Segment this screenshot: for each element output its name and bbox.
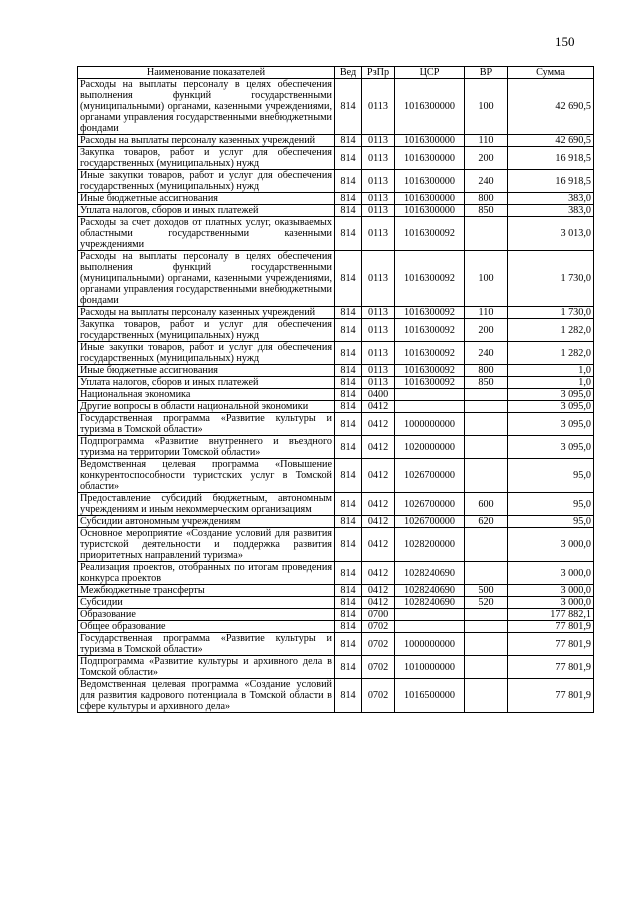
cell-ved: 814 — [335, 679, 362, 713]
cell-rzpr: 0412 — [362, 413, 395, 436]
cell-vr — [465, 436, 508, 459]
cell-vr — [465, 562, 508, 585]
cell-vr: 240 — [465, 170, 508, 193]
cell-vr — [465, 528, 508, 562]
cell-vr: 110 — [465, 135, 508, 147]
cell-rzpr: 0113 — [362, 319, 395, 342]
cell-rzpr: 0113 — [362, 193, 395, 205]
cell-rzpr: 0400 — [362, 389, 395, 401]
cell-csr: 1016300092 — [395, 217, 465, 251]
cell-ved: 814 — [335, 319, 362, 342]
cell-csr: 1016500000 — [395, 679, 465, 713]
page-number: 150 — [555, 34, 575, 49]
table-row — [78, 585, 594, 597]
header-name: Наименование показателей — [78, 67, 335, 79]
cell-csr: 1028240690 — [395, 562, 465, 585]
header-ved: Вед — [335, 67, 362, 79]
cell-csr: 1028200000 — [395, 528, 465, 562]
cell-csr — [395, 389, 465, 401]
cell-rzpr: 0113 — [362, 147, 395, 170]
cell-rzpr: 0412 — [362, 436, 395, 459]
cell-csr: 1000000000 — [395, 633, 465, 656]
cell-rzpr: 0702 — [362, 679, 395, 713]
cell-sum: 3 000,0 — [508, 528, 594, 562]
cell-sum: 16 918,5 — [508, 147, 594, 170]
cell-name: Расходы на выплаты персоналу казенных учреждений — [78, 135, 335, 147]
cell-name: Другие вопросы в области национальной экономики — [78, 401, 335, 413]
cell-sum: 77 801,9 — [508, 656, 594, 679]
cell-rzpr: 0702 — [362, 621, 395, 633]
cell-csr: 1016300092 — [395, 365, 465, 377]
cell-rzpr: 0113 — [362, 251, 395, 307]
cell-ved: 814 — [335, 656, 362, 679]
cell-name: Уплата налогов, сборов и иных платежей — [78, 205, 335, 217]
cell-ved: 814 — [335, 597, 362, 609]
cell-vr: 620 — [465, 516, 508, 528]
cell-name: Иные бюджетные ассигнования — [78, 365, 335, 377]
cell-ved: 814 — [335, 342, 362, 365]
cell-rzpr: 0412 — [362, 528, 395, 562]
cell-name: Основное мероприятие «Создание условий для развития туристской деятельности и поддержка развития приоритетных направлений туризма» — [78, 528, 335, 562]
cell-sum: 383,0 — [508, 205, 594, 217]
cell-rzpr: 0702 — [362, 633, 395, 656]
cell-csr: 1020000000 — [395, 436, 465, 459]
cell-vr — [465, 609, 508, 621]
cell-ved: 814 — [335, 528, 362, 562]
cell-vr: 240 — [465, 342, 508, 365]
table-row — [78, 365, 594, 377]
cell-vr: 200 — [465, 147, 508, 170]
header-rzpr: РзПр — [362, 67, 395, 79]
cell-sum: 3 000,0 — [508, 585, 594, 597]
cell-rzpr: 0702 — [362, 656, 395, 679]
cell-csr: 1028240690 — [395, 597, 465, 609]
cell-name: Межбюджетные трансферты — [78, 585, 335, 597]
table-row — [78, 633, 594, 656]
cell-vr: 850 — [465, 377, 508, 389]
cell-sum: 42 690,5 — [508, 79, 594, 135]
cell-rzpr: 0113 — [362, 79, 395, 135]
cell-csr: 1026700000 — [395, 516, 465, 528]
cell-vr — [465, 679, 508, 713]
cell-ved: 814 — [335, 135, 362, 147]
cell-ved: 814 — [335, 562, 362, 585]
cell-vr: 200 — [465, 319, 508, 342]
cell-rzpr: 0113 — [362, 377, 395, 389]
cell-name: Государственная программа «Развитие культуры и туризма в Томской области» — [78, 413, 335, 436]
cell-name: Закупка товаров, работ и услуг для обеспечения государственных (муниципальных) нужд — [78, 147, 335, 170]
cell-sum: 3 095,0 — [508, 413, 594, 436]
cell-sum: 3 095,0 — [508, 436, 594, 459]
table-row — [78, 319, 594, 342]
cell-vr — [465, 656, 508, 679]
cell-sum: 3 095,0 — [508, 389, 594, 401]
cell-vr: 800 — [465, 193, 508, 205]
cell-ved: 814 — [335, 609, 362, 621]
table-row — [78, 516, 594, 528]
cell-sum: 3 095,0 — [508, 401, 594, 413]
cell-rzpr: 0412 — [362, 585, 395, 597]
table-row — [78, 205, 594, 217]
table-row — [78, 193, 594, 205]
cell-vr: 520 — [465, 597, 508, 609]
cell-name: Расходы на выплаты персоналу в целях обеспечения выполнения функций государственными (муниципальными) органами, казенными учреждениями, органами управления государственными внебюджетными фондами — [78, 79, 335, 135]
cell-csr: 1016300000 — [395, 193, 465, 205]
cell-csr: 1016300092 — [395, 342, 465, 365]
cell-ved: 814 — [335, 205, 362, 217]
cell-sum: 3 013,0 — [508, 217, 594, 251]
cell-name: Государственная программа «Развитие культуры и туризма в Томской области» — [78, 633, 335, 656]
cell-csr: 1010000000 — [395, 656, 465, 679]
cell-rzpr: 0113 — [362, 135, 395, 147]
cell-ved: 814 — [335, 377, 362, 389]
cell-vr: 110 — [465, 307, 508, 319]
cell-rzpr: 0113 — [362, 307, 395, 319]
cell-sum: 77 801,9 — [508, 633, 594, 656]
cell-sum: 1 730,0 — [508, 251, 594, 307]
cell-csr — [395, 621, 465, 633]
header-csr: ЦСР — [395, 67, 465, 79]
cell-vr — [465, 633, 508, 656]
cell-name: Иные бюджетные ассигнования — [78, 193, 335, 205]
cell-ved: 814 — [335, 365, 362, 377]
cell-name: Расходы на выплаты персоналу казенных учреждений — [78, 307, 335, 319]
cell-ved: 814 — [335, 436, 362, 459]
cell-sum: 77 801,9 — [508, 679, 594, 713]
cell-rzpr: 0412 — [362, 493, 395, 516]
budget-table — [77, 66, 594, 713]
cell-name: Расходы за счет доходов от платных услуг, оказываемых областными государственными казенными учреждениями — [78, 217, 335, 251]
cell-sum: 3 000,0 — [508, 597, 594, 609]
table-row — [78, 401, 594, 413]
cell-rzpr: 0113 — [362, 217, 395, 251]
cell-name: Образование — [78, 609, 335, 621]
cell-vr — [465, 389, 508, 401]
cell-vr: 100 — [465, 251, 508, 307]
cell-vr — [465, 413, 508, 436]
cell-rzpr: 0412 — [362, 516, 395, 528]
table-row — [78, 562, 594, 585]
cell-sum: 3 000,0 — [508, 562, 594, 585]
table-row — [78, 413, 594, 436]
cell-name: Субсидии автономным учреждениям — [78, 516, 335, 528]
cell-sum: 95,0 — [508, 516, 594, 528]
cell-name: Общее образование — [78, 621, 335, 633]
cell-ved: 814 — [335, 170, 362, 193]
cell-name: Иные закупки товаров, работ и услуг для обеспечения государственных (муниципальных) нужд — [78, 170, 335, 193]
cell-ved: 814 — [335, 633, 362, 656]
table-row — [78, 459, 594, 493]
cell-vr: 850 — [465, 205, 508, 217]
cell-ved: 814 — [335, 459, 362, 493]
table-row — [78, 147, 594, 170]
cell-name: Предоставление субсидий бюджетным, автономным учреждениям и иным некоммерческим организациям — [78, 493, 335, 516]
cell-name: Ведомственная целевая программа «Создание условий для развития кадрового потенциала в Томской области в сфере культуры и архивного дела» — [78, 679, 335, 713]
cell-sum: 1 282,0 — [508, 342, 594, 365]
table-row — [78, 342, 594, 365]
cell-csr: 1028240690 — [395, 585, 465, 597]
cell-sum: 383,0 — [508, 193, 594, 205]
cell-sum: 95,0 — [508, 459, 594, 493]
cell-name: Подпрограмма «Развитие внутреннего и въездного туризма на территории Томской области» — [78, 436, 335, 459]
cell-csr: 1000000000 — [395, 413, 465, 436]
cell-csr: 1016300092 — [395, 307, 465, 319]
table-row — [78, 656, 594, 679]
cell-name: Ведомственная целевая программа «Повышение конкурентоспособности туристских услуг в Томской области» — [78, 459, 335, 493]
cell-vr — [465, 401, 508, 413]
cell-vr — [465, 621, 508, 633]
cell-vr: 800 — [465, 365, 508, 377]
cell-csr: 1016300092 — [395, 377, 465, 389]
table-row — [78, 389, 594, 401]
cell-name: Уплата налогов, сборов и иных платежей — [78, 377, 335, 389]
table-row — [78, 217, 594, 251]
cell-rzpr: 0113 — [362, 205, 395, 217]
cell-rzpr: 0113 — [362, 365, 395, 377]
cell-name: Подпрограмма «Развитие культуры и архивного дела в Томской области» — [78, 656, 335, 679]
table-row — [78, 621, 594, 633]
table-row — [78, 597, 594, 609]
cell-sum: 1 730,0 — [508, 307, 594, 319]
cell-sum: 1,0 — [508, 365, 594, 377]
cell-csr: 1016300000 — [395, 135, 465, 147]
cell-ved: 814 — [335, 413, 362, 436]
cell-ved: 814 — [335, 516, 362, 528]
cell-ved: 814 — [335, 493, 362, 516]
cell-sum: 1 282,0 — [508, 319, 594, 342]
cell-rzpr: 0412 — [362, 597, 395, 609]
cell-csr: 1016300000 — [395, 170, 465, 193]
cell-rzpr: 0113 — [362, 342, 395, 365]
cell-csr: 1016300000 — [395, 147, 465, 170]
cell-rzpr: 0412 — [362, 401, 395, 413]
cell-rzpr: 0113 — [362, 170, 395, 193]
cell-csr: 1026700000 — [395, 459, 465, 493]
cell-ved: 814 — [335, 251, 362, 307]
cell-sum: 95,0 — [508, 493, 594, 516]
cell-ved: 814 — [335, 621, 362, 633]
table-row — [78, 528, 594, 562]
cell-name: Субсидии — [78, 597, 335, 609]
cell-csr — [395, 609, 465, 621]
cell-sum: 77 801,9 — [508, 621, 594, 633]
cell-csr: 1016300092 — [395, 251, 465, 307]
table-row — [78, 135, 594, 147]
table-row — [78, 493, 594, 516]
cell-name: Национальная экономика — [78, 389, 335, 401]
cell-vr: 500 — [465, 585, 508, 597]
cell-ved: 814 — [335, 193, 362, 205]
cell-csr: 1016300000 — [395, 205, 465, 217]
cell-sum: 1,0 — [508, 377, 594, 389]
cell-ved: 814 — [335, 79, 362, 135]
cell-name: Расходы на выплаты персоналу в целях обеспечения выполнения функций государственными (муниципальными) органами, казенными учреждениями, органами управления государственными внебюджетными фондами — [78, 251, 335, 307]
table-row — [78, 307, 594, 319]
table-row — [78, 436, 594, 459]
cell-name: Закупка товаров, работ и услуг для обеспечения государственных (муниципальных) нужд — [78, 319, 335, 342]
cell-rzpr: 0412 — [362, 459, 395, 493]
cell-name: Реализация проектов, отобранных по итогам проведения конкурса проектов — [78, 562, 335, 585]
cell-rzpr: 0700 — [362, 609, 395, 621]
cell-vr — [465, 459, 508, 493]
header-sum: Сумма — [508, 67, 594, 79]
table-row — [78, 609, 594, 621]
table-row — [78, 170, 594, 193]
table-row — [78, 79, 594, 135]
table-header-row — [78, 67, 594, 79]
cell-ved: 814 — [335, 389, 362, 401]
cell-vr: 100 — [465, 79, 508, 135]
header-vr: ВР — [465, 67, 508, 79]
cell-sum: 16 918,5 — [508, 170, 594, 193]
table-row — [78, 251, 594, 307]
table-row — [78, 377, 594, 389]
cell-sum: 42 690,5 — [508, 135, 594, 147]
cell-vr — [465, 217, 508, 251]
cell-vr: 600 — [465, 493, 508, 516]
cell-ved: 814 — [335, 217, 362, 251]
cell-ved: 814 — [335, 585, 362, 597]
table-row — [78, 679, 594, 713]
cell-sum: 177 882,1 — [508, 609, 594, 621]
cell-name: Иные закупки товаров, работ и услуг для обеспечения государственных (муниципальных) нужд — [78, 342, 335, 365]
cell-csr: 1026700000 — [395, 493, 465, 516]
cell-csr: 1016300092 — [395, 319, 465, 342]
cell-csr — [395, 401, 465, 413]
cell-ved: 814 — [335, 307, 362, 319]
cell-ved: 814 — [335, 147, 362, 170]
cell-ved: 814 — [335, 401, 362, 413]
cell-rzpr: 0412 — [362, 562, 395, 585]
cell-csr: 1016300000 — [395, 79, 465, 135]
